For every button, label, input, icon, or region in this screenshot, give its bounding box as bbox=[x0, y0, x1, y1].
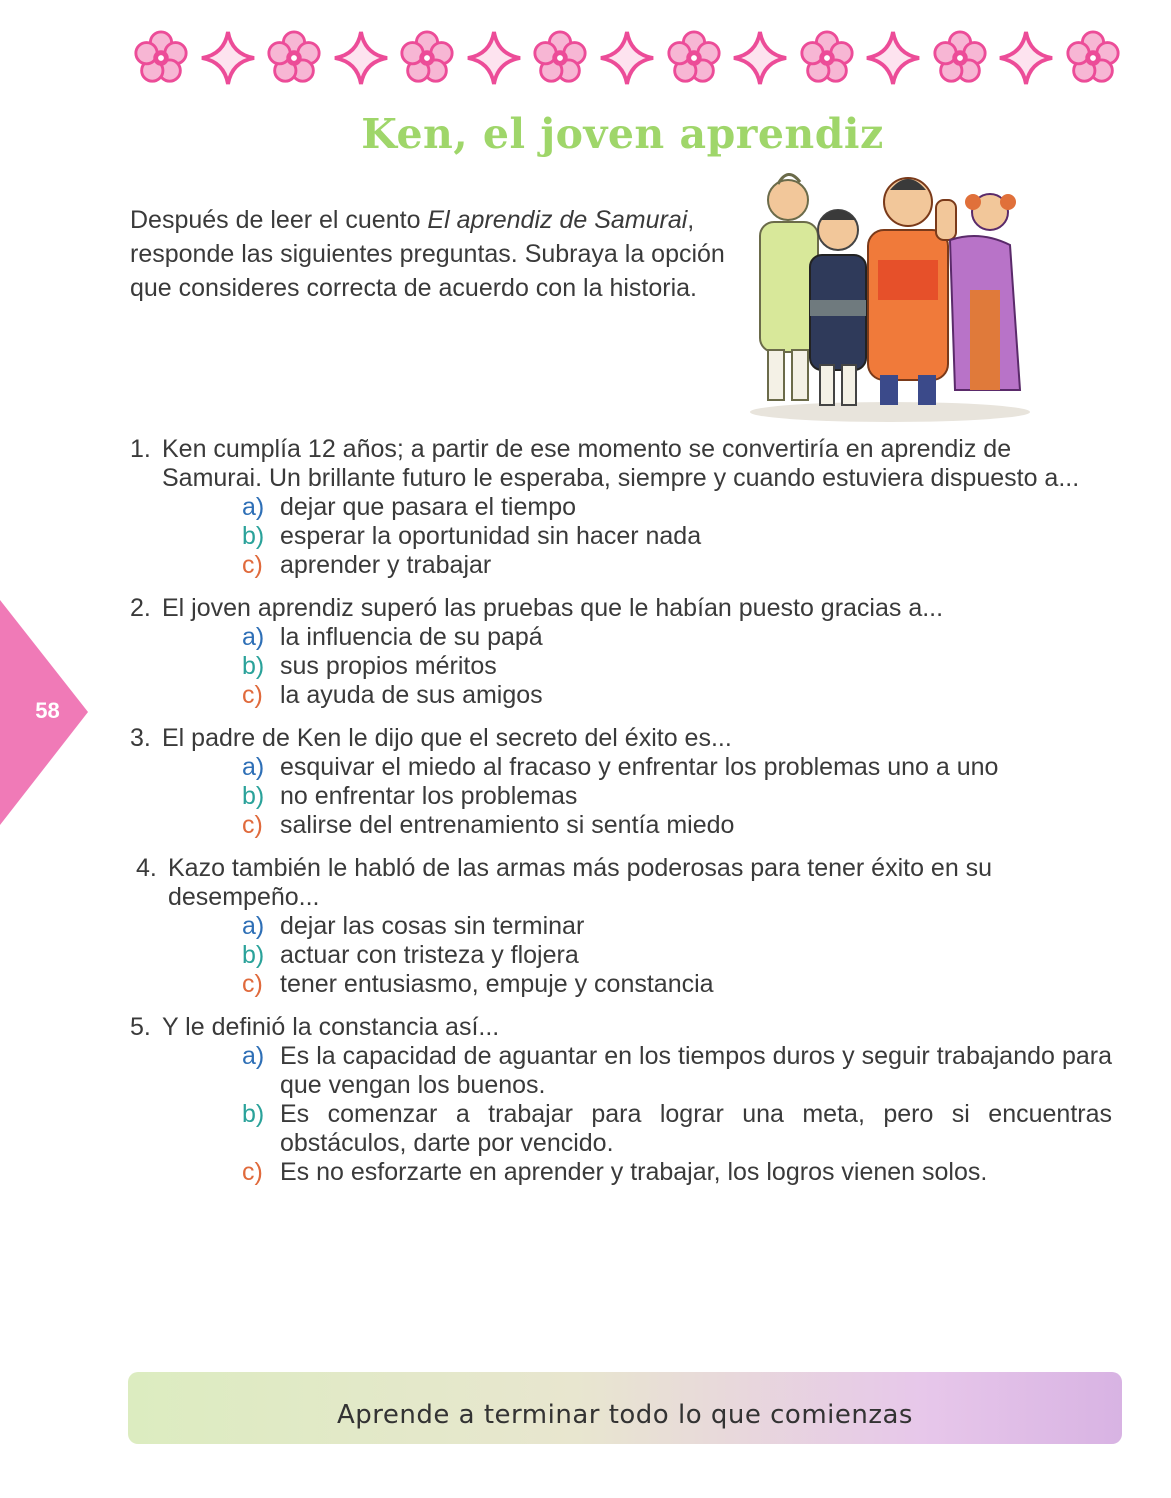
option-b[interactable] bbox=[242, 941, 1112, 970]
intro-text-before: Después de leer el cuento bbox=[130, 206, 428, 234]
question-5 bbox=[130, 1013, 1112, 1187]
star-icon bbox=[465, 29, 523, 87]
flower-icon bbox=[132, 29, 190, 87]
flower-icon bbox=[931, 29, 989, 87]
ornament-border bbox=[132, 28, 1122, 88]
option-text: salirse del entrenamiento si sentía miedo bbox=[280, 811, 735, 839]
option-a[interactable] bbox=[242, 753, 1112, 782]
options-list bbox=[130, 493, 1112, 580]
option-a[interactable] bbox=[242, 493, 1112, 522]
option-letter: c) bbox=[242, 811, 263, 839]
question-number: 4. bbox=[136, 854, 157, 882]
intro-text-after: , responde las siguientes preguntas. Subraya la opción que consideres correcta de acuerdo con la historia. bbox=[130, 206, 725, 302]
question-number: 1. bbox=[130, 435, 151, 463]
option-letter: a) bbox=[242, 493, 265, 521]
option-letter: c) bbox=[242, 1158, 263, 1186]
question-number: 3. bbox=[130, 724, 151, 752]
question-1 bbox=[130, 435, 1112, 580]
option-text: sus propios méritos bbox=[280, 652, 497, 680]
footer-motto: Aprende a terminar todo lo que comienzas bbox=[337, 1400, 913, 1430]
option-text: dejar que pasara el tiempo bbox=[280, 493, 577, 521]
question-3 bbox=[130, 724, 1112, 840]
option-text: esperar la oportunidad sin hacer nada bbox=[280, 522, 702, 550]
option-letter: c) bbox=[242, 551, 263, 579]
option-a[interactable] bbox=[242, 1042, 1112, 1100]
question-text: El joven aprendiz superó las pruebas que le habían puesto gracias a... bbox=[162, 594, 944, 622]
option-c[interactable] bbox=[242, 681, 1112, 710]
flower-icon bbox=[665, 29, 723, 87]
option-text: la ayuda de sus amigos bbox=[280, 681, 543, 709]
option-b[interactable] bbox=[242, 782, 1112, 811]
options-list bbox=[130, 753, 1112, 840]
intro-paragraph bbox=[130, 203, 730, 305]
question-number: 2. bbox=[130, 594, 151, 622]
option-text: no enfrentar los problemas bbox=[280, 782, 578, 810]
star-icon bbox=[997, 29, 1055, 87]
woman-figure bbox=[950, 194, 1020, 390]
question-text: El padre de Ken le dijo que el secreto del éxito es... bbox=[162, 724, 732, 752]
options-list bbox=[130, 1042, 1112, 1187]
option-letter: b) bbox=[242, 782, 265, 810]
options-list bbox=[130, 912, 1112, 999]
questions-list bbox=[130, 435, 1112, 1201]
flower-icon bbox=[265, 29, 323, 87]
option-text: aprender y trabajar bbox=[280, 551, 492, 579]
option-letter: a) bbox=[242, 623, 265, 651]
star-icon bbox=[864, 29, 922, 87]
option-c[interactable] bbox=[242, 811, 1112, 840]
question-number: 5. bbox=[130, 1013, 151, 1041]
star-icon bbox=[332, 29, 390, 87]
flower-icon bbox=[1064, 29, 1122, 87]
option-text: Es la capacidad de aguantar en los tiempos duros y seguir trabajando para que vengan los buenos. bbox=[280, 1042, 1112, 1099]
option-c[interactable] bbox=[242, 551, 1112, 580]
star-icon bbox=[598, 29, 656, 87]
option-c[interactable] bbox=[242, 1158, 1112, 1187]
option-letter: a) bbox=[242, 753, 265, 781]
option-letter: a) bbox=[242, 912, 265, 940]
star-icon bbox=[199, 29, 257, 87]
option-text: la influencia de su papá bbox=[280, 623, 543, 651]
question-text: Kazo también le habló de las armas más poderosas para tener éxito en su desempeño... bbox=[168, 854, 993, 911]
flower-icon bbox=[398, 29, 456, 87]
option-letter: a) bbox=[242, 1042, 265, 1070]
options-list bbox=[130, 623, 1112, 710]
flower-icon bbox=[531, 29, 589, 87]
question-text: Y le definió la constancia así... bbox=[162, 1013, 500, 1041]
option-text: dejar las cosas sin terminar bbox=[280, 912, 585, 940]
page-number: 58 bbox=[35, 698, 60, 723]
option-text: tener entusiasmo, empuje y constancia bbox=[280, 970, 714, 998]
star-icon bbox=[731, 29, 789, 87]
option-b[interactable] bbox=[242, 1100, 1112, 1158]
characters-illustration bbox=[740, 160, 1040, 425]
option-letter: c) bbox=[242, 970, 263, 998]
question-2 bbox=[130, 594, 1112, 710]
question-4 bbox=[130, 854, 1112, 999]
option-letter: b) bbox=[242, 1100, 265, 1128]
question-text: Ken cumplía 12 años; a partir de ese momento se convertiría en aprendiz de Samurai. Un brillante futuro le esperaba, siempre y cuando estuviera dispuesto a... bbox=[162, 435, 1080, 492]
option-text: esquivar el miedo al fracaso y enfrentar los problemas uno a uno bbox=[280, 753, 999, 781]
option-a[interactable] bbox=[242, 912, 1112, 941]
option-text: actuar con tristeza y flojera bbox=[280, 941, 579, 969]
option-b[interactable] bbox=[242, 522, 1112, 551]
option-letter: c) bbox=[242, 681, 263, 709]
book-title: El aprendiz de Samurai bbox=[427, 206, 688, 234]
father-figure bbox=[868, 178, 956, 405]
option-text: Es comenzar a trabajar para lograr una meta, pero si encuentras obstáculos, darte por vencido. bbox=[280, 1100, 1112, 1157]
page-title: Ken, el joven aprendiz bbox=[361, 110, 884, 158]
flower-icon bbox=[798, 29, 856, 87]
option-a[interactable] bbox=[242, 623, 1112, 652]
option-letter: b) bbox=[242, 941, 265, 969]
option-text: Es no esforzarte en aprender y trabajar, los logros vienen solos. bbox=[280, 1158, 988, 1186]
option-letter: b) bbox=[242, 652, 265, 680]
option-c[interactable] bbox=[242, 970, 1112, 999]
option-b[interactable] bbox=[242, 652, 1112, 681]
option-letter: b) bbox=[242, 522, 265, 550]
